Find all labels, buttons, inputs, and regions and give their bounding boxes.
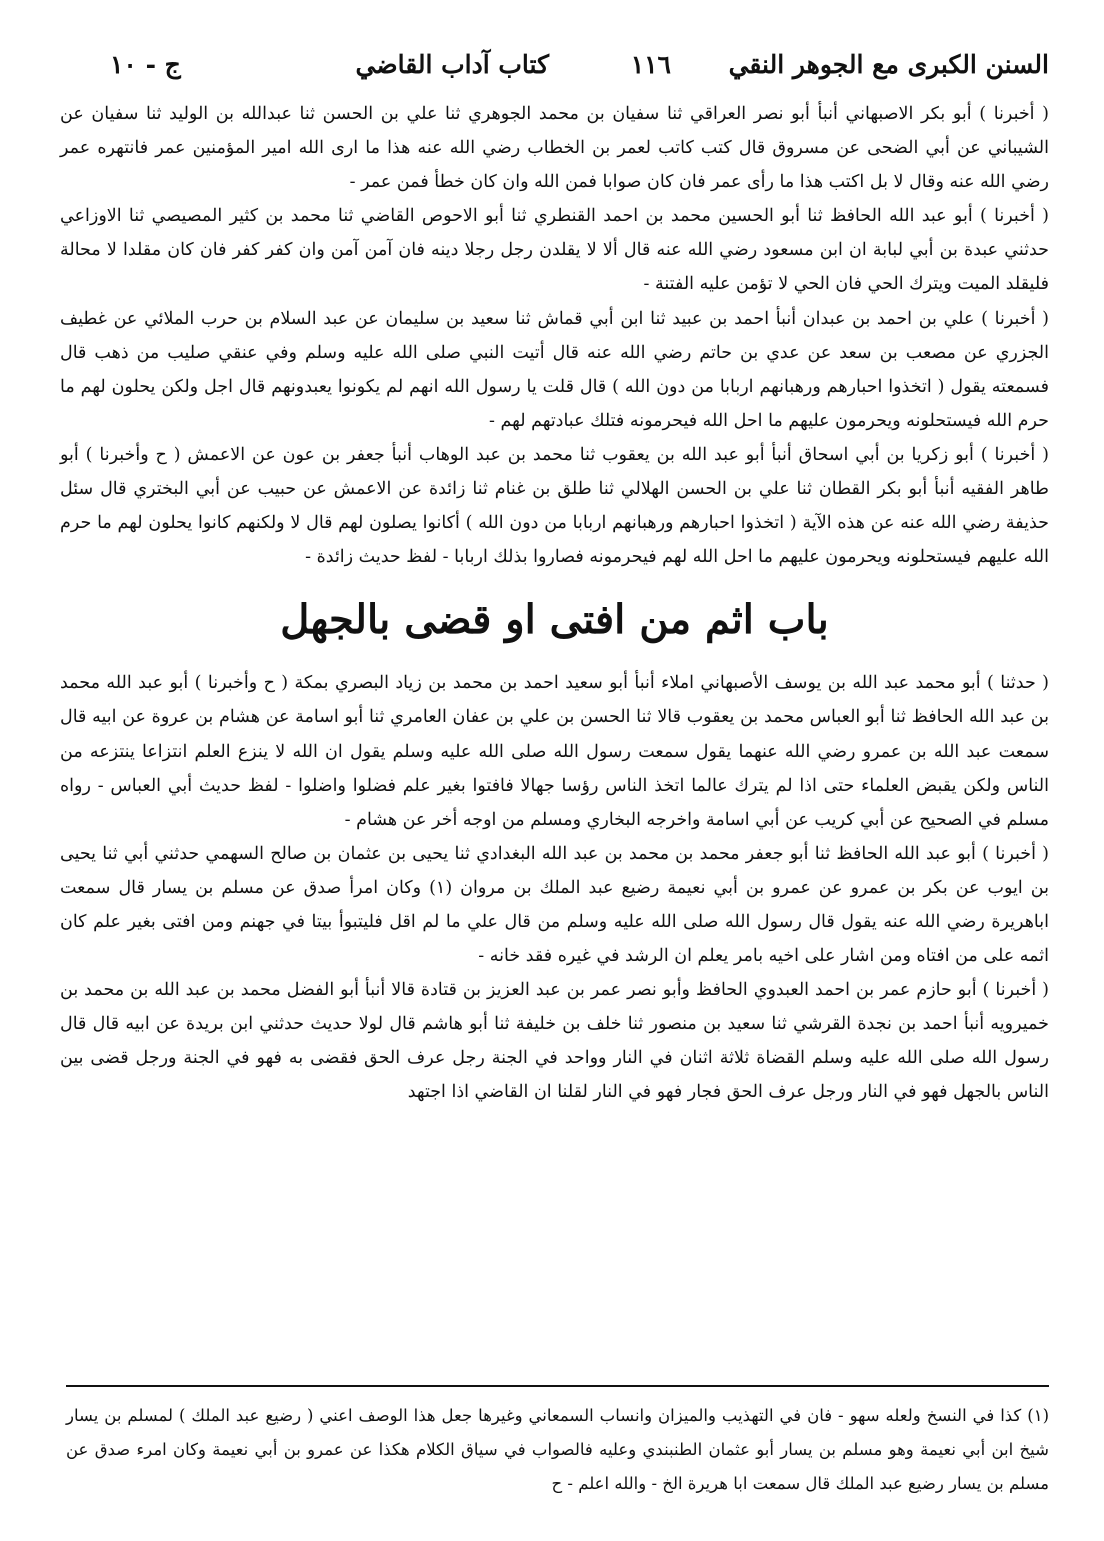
footnote-divider bbox=[66, 1385, 1049, 1387]
volume-number: ج - ١٠ bbox=[110, 50, 181, 79]
section-heading: باب اثم من افتى او قضى بالجهل bbox=[280, 596, 829, 644]
hadith-paragraph: ( أخبرنا ) أبو عبد الله الحافظ ثنا أبو جعفر محمد بن محمد بن عبد الله البغدادي ثنا يحيى بن عثمان بن صالح السهمي حدثني أبي ثنا يحيى بن ايوب عن بكر بن عمرو عن عمرو بن أبي نعيمة رضيع عبد الملك بن مروان (١) وكان امرأ صدق عن مسلم بن يسار قال سمعت اباهريرة رضي الله عنه يقول قال رسول الله صلى الله عليه وسلم من قال علي ما لم اقل فليتبوأ بيتا في جهنم ومن افتى بغير علم كان اثمه على من افتاه ومن اشار على اخيه بامر يعلم ان الرشد في غيره فقد خانه - bbox=[60, 843, 1049, 967]
page-number: ١١٦ bbox=[630, 50, 671, 79]
hadith-paragraph: ( أخبرنا ) علي بن احمد بن عبدان أنبأ احمد بن عبيد ثنا ابن أبي قماش ثنا سعيد بن سليمان عن عبد السلام بن حرب الملائي عن غطيف الجزري عن مصعب بن سعد عن عدي بن حاتم رضي الله عنه قال أتيت النبي صلى الله عليه وسلم وفي عنقي صليب من ذهب قال فسمعته يقول ( اتخذوا احبارهم ورهبانهم اربابا من دون الله ) قال قلت يا رسول الله انهم لم يكونوا يعبدونهم قال اجل ولكن يحلون لهم ما حرم الله فيستحلونه ويحرمون عليهم ما احل الله فيحرمونه فتلك عبادتهم لهم - bbox=[60, 308, 1049, 431]
book-title: السنن الكبرى مع الجوهر النقي bbox=[728, 50, 1049, 79]
hadith-paragraph: ( أخبرنا ) أبو زكريا بن أبي اسحاق أنبأ أبو عبد الله بن يعقوب ثنا محمد بن عبد الوهاب أنبأ جعفر بن عون عن الاعمش ( ح وأخبرنا ) أبو طاهر الفقيه أنبأ أبو بكر القطان ثنا علي بن الحسن الهلالي ثنا طلق بن غنام ثنا زائدة عن الاعمش عن حبيب عن أبي البختري قال سئل حذيفة رضي الله عنه عن هذه الآية ( اتخذوا احبارهم ورهبانهم اربابا من دون الله ) أكانوا يصلون لهم قال لا ولكنهم كانوا يحلون لهم ما حرم الله عليهم فيستحلونه ويحرمون عليهم ما احل الله لهم فيحرمونه فصاروا بذلك اربابا - لفظ حديث زائدة - bbox=[60, 444, 1049, 568]
running-header bbox=[100, 50, 1049, 90]
main-text bbox=[60, 97, 1049, 1110]
footnote: (١) كذا في النسخ ولعله سهو - فان في التهذيب والميزان وانساب السمعاني وغيرها جعل هذا الوصف اعني ( رضيع عبد الملك ) لمسلم بن يسار شيخ ابن أبي نعيمة وهو مسلم بن يسار أبو عثمان الطنبندي وعليه فالصواب في سياق الكلام هكذا عن عمرو بن أبي نعيمة وكان امرء صدق عن مسلم بن يسار رضيع عبد الملك قال سمعت ابا هريرة الخ - والله اعلم - ح bbox=[66, 1406, 1049, 1493]
hadith-paragraph: ( أخبرنا ) أبو حازم عمر بن احمد العبدوي الحافظ وأبو نصر عمر بن عبد العزيز بن قتادة قالا أنبأ أبو الفضل محمد بن عبد الله بن محمد بن خميرويه أنبأ احمد بن نجدة القرشي ثنا سعيد بن منصور ثنا خلف بن خليفة ثنا أبو هاشم قال لولا حديث حدثني ابن بريدة عن ابيه قال قال رسول الله صلى الله عليه وسلم القضاة ثلاثة اثنان في النار وواحد في الجنة رجل عرف الحق فقضى به فهو في الجنة ورجل قضى بين الناس بالجهل فهو في النار ورجل عرف الحق فجار فهو في النار لقلنا ان القاضي اذا اجتهد bbox=[60, 980, 1049, 1103]
chapter-title: كتاب آداب القاضي bbox=[355, 50, 549, 79]
hadith-paragraph: ( أخبرنا ) أبو عبد الله الحافظ ثنا أبو الحسين محمد بن احمد القنطري ثنا أبو الاحوص القاضي ثنا محمد بن كثير المصيصي ثنا الاوزاعي حدثني عبدة بن أبي لبابة ان ابن مسعود رضي الله عنه قال ألا لا يقلدن رجل رجلا دينه فان آمن آمن وان كفر كفر فان كان مقلدا لا محالة فليقلد الميت ويترك الحي فان الحي لا تؤمن عليه الفتنة - bbox=[60, 206, 1049, 295]
hadith-paragraph: ( حدثنا ) أبو محمد عبد الله بن يوسف الأصبهاني املاء أنبأ أبو سعيد احمد بن محمد بن زياد البصري بمكة ( ح وأخبرنا ) أبو عبد الله محمد بن عبد الله الحافظ ثنا أبو العباس محمد بن يعقوب قالا ثنا الحسن بن علي بن عفان العامري ثنا أبو اسامة عن هشام بن عروة عن ابيه قال سمعت عبد الله بن عمرو رضي الله عنهما يقول سمعت رسول الله صلى الله عليه وسلم يقول ان الله لا ينزع العلم انتزاعا ينتزعه من الناس ولكن يقبض العلماء حتى اذا لم يترك عالما اتخذ الناس رؤسا جهالا فافتوا بغير علم فضلوا واضلوا - لفظ حديث أبي العباس - رواه مسلم في الصحيح عن أبي كريب عن أبي اسامة واخرجه البخاري ومسلم من اوجه أخر عن هشام - bbox=[60, 673, 1049, 830]
hadith-paragraph: ( أخبرنا ) أبو بكر الاصبهاني أنبأ أبو نصر العراقي ثنا سفيان بن محمد الجوهري ثنا علي بن الحسن ثنا عبدالله بن الوليد ثنا سفيان عن الشيباني عن أبي الضحى عن مسروق قال كتب كاتب لعمر بن الخطاب رضي الله عنه هذا ما ارى الله امير المؤمنين عمر فانتهره عمر رضي الله عنه وقال لا بل اكتب هذا ما رأى عمر فان كان صوابا فمن الله وان كان خطأ فمن عمر - bbox=[60, 104, 1049, 193]
